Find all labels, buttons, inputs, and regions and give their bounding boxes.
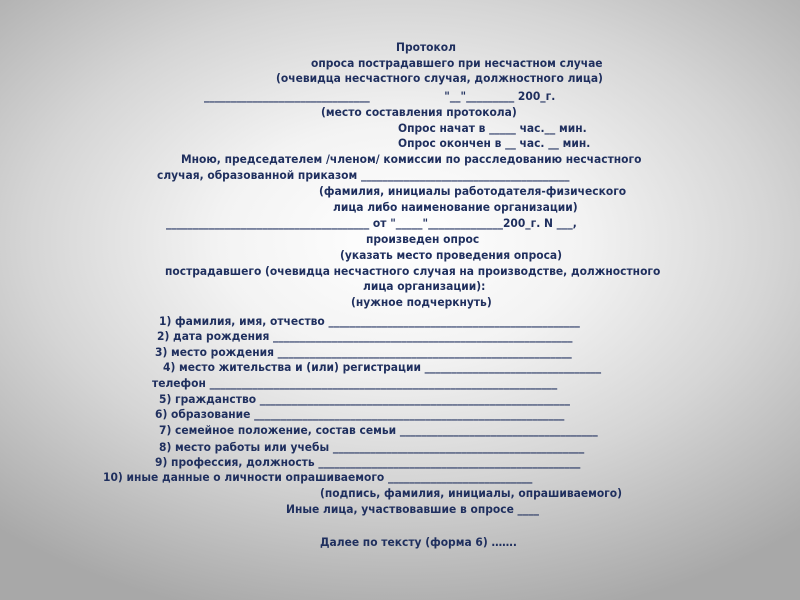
- doc-title: Протокол: [396, 40, 456, 54]
- field-profession: 9) профессия, должность _________________________________________________: [155, 455, 581, 469]
- place-caption: (место составления протокола): [321, 105, 517, 119]
- field-other-data: 10) иные данные о личности опрашиваемого ___________________________: [103, 470, 533, 484]
- commission-line: Мною, председателем /членом/ комиссии по расследованию несчастного: [181, 152, 642, 166]
- survey-start-line: Опрос начат в _____ час.__ мин.: [398, 121, 587, 135]
- field-education: 6) образование __________________________________________________________: [155, 407, 565, 421]
- doc-subtitle-note: (очевидца несчастного случая, должностного лица): [276, 71, 603, 85]
- field-family: 7) семейное положение, состав семьи _____________________________________: [159, 423, 598, 437]
- order-line: случая, образованной приказом _______________________________________: [157, 168, 570, 182]
- field-workplace: 8) место работы или учебы _______________________________________________: [159, 440, 585, 454]
- employer-caption: (фамилия, инициалы работодателя-физического: [319, 184, 627, 198]
- other-persons-line: Иные лица, участвовавшие в опросе ____: [286, 502, 539, 516]
- field-birth-date: 2) дата рождения ________________________________________________________: [157, 329, 573, 343]
- field-full-name: 1) фамилия, имя, отчество _______________________________________________: [159, 314, 580, 328]
- survey-end-line: Опрос окончен в __ час. __ мин.: [398, 136, 591, 150]
- doc-subtitle: опроса пострадавшего при несчастном случае: [311, 56, 603, 70]
- organization-caption: лица либо наименование организации): [333, 200, 578, 214]
- place-date-line: _______________________________ "__"_________ 200_г.: [204, 89, 556, 103]
- respondent-line-cont: лица организации):: [363, 279, 486, 293]
- signature-caption: (подпись, фамилия, инициалы, опрашиваемого): [320, 486, 623, 500]
- survey-conducted-line: произведен опрос: [366, 232, 480, 246]
- survey-place-caption: (указать место проведения опроса): [340, 248, 563, 262]
- continuation-note: Далее по тексту (форма 6) …….: [320, 535, 517, 549]
- respondent-line: пострадавшего (очевидца несчастного случая на производстве, должностного: [165, 264, 661, 278]
- field-phone: телефон _________________________________________________________________: [152, 376, 558, 390]
- order-date-line: ______________________________________ от "_____"______________200_г. N ___,: [166, 216, 577, 230]
- field-birth-place: 3) место рождения _______________________________________________________: [155, 345, 572, 359]
- field-citizenship: 5) гражданство __________________________________________________________: [159, 392, 570, 406]
- field-residence: 4) место жительства и (или) регистрации _________________________________: [163, 360, 602, 374]
- underline-note: (нужное подчеркнуть): [351, 295, 492, 309]
